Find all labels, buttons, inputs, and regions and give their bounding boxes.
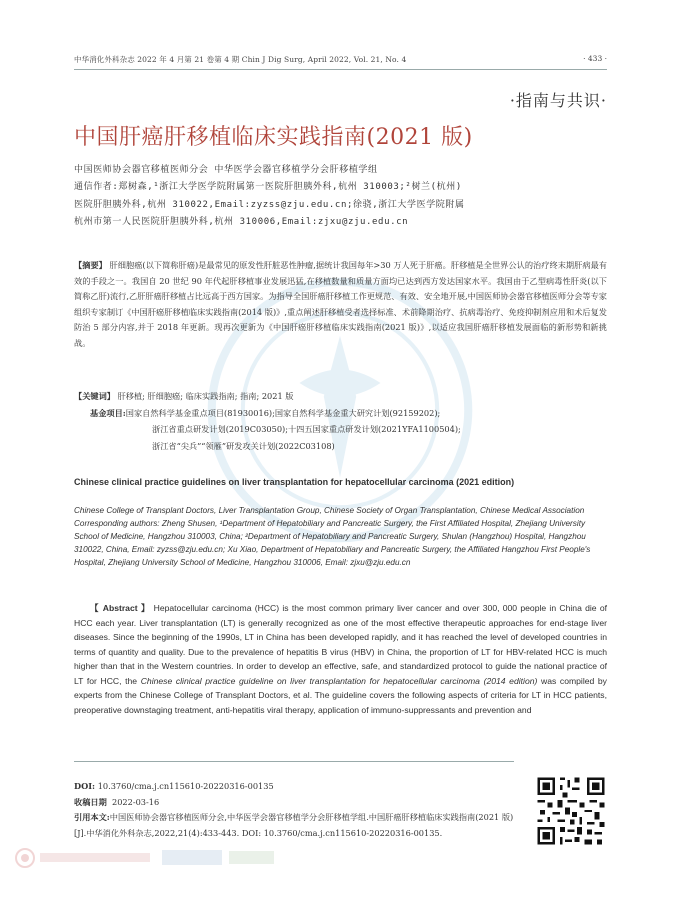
english-title: Chinese clinical practice guidelines on liver transplantation for hepatocellular carcinoma (2021 edition) — [74, 477, 515, 487]
keywords-label: 【关键词】 — [74, 391, 115, 401]
funding-line: 浙江省“尖兵”“领雁”研发攻关计划(2022C03108) — [152, 440, 335, 451]
footer-meta — [74, 779, 514, 841]
section-label: ·指南与共识· — [509, 91, 607, 110]
english-abstract-text-2: was compiled by experts from the Chinese College of Transplant Doctors, et al. The guideline covers the following aspects of criteria for LT in HCC patients, preoperative downstaging treatment, anti-hepatitis viral therapy, application of immuno-suppressants and prevention and — [74, 675, 607, 715]
running-header: 中华消化外科杂志 2022 年 4 月第 21 卷第 4 期 Chin J Dig Surg, April 2022, Vol. 21, No. 4 — [74, 55, 407, 64]
page-number: · 433 · — [583, 54, 607, 63]
footer-rule — [74, 761, 514, 762]
abstract-cn — [74, 258, 607, 352]
author-line: 杭州市第一人民医院肝胆胰外科,杭州 310006,Email:zjxu@zju.edu.cn — [74, 217, 409, 228]
doi-label: DOI: — [74, 781, 96, 791]
author-line: 通信作者:郑树森,¹浙江大学医学院附属第一医院肝胆胰外科,杭州 310003;²树兰(杭州) — [74, 182, 462, 193]
english-org: Chinese College of Transplant Doctors, Liver Transplantation Group, Chinese Society of Organ Transplantation, Chinese Medical Association — [74, 506, 585, 515]
cite-value: 中国医师协会器官移植医师分会,中华医学会器官移植学分会肝移植学组.中国肝癌肝移植临床实践指南(2021 版)[J].中华消化外科杂志,2022,21(4):433-443. DOI: 10.3760/cma.j.cn115610-20220316-00135. — [74, 812, 514, 838]
english-abstract-label: 【 Abstract 】 — [90, 603, 151, 613]
received-label: 收稿日期 — [74, 796, 107, 807]
author-block — [74, 162, 607, 232]
author-line: 中国医师协会器官移植医师分会 中华医学会器官移植学分会肝移植学组 — [74, 165, 378, 175]
received-value: 2022-03-16 — [111, 796, 160, 807]
author-line: 医院肝胆胰外科,杭州 310022,Email:zyzss@zju.edu.cn;徐骁,浙江大学医学院附属 — [74, 199, 465, 210]
doi-value[interactable]: 10.3760/cma.j.cn115610-20220316-00135 — [97, 781, 274, 791]
funding-label: 基金项目: — [90, 408, 126, 418]
funding-line: 浙江省重点研发计划(2019C03050);十四五国家重点研发计划(2021YFA1100504); — [152, 424, 461, 435]
qr-code-icon[interactable] — [535, 775, 607, 847]
english-abstract-text: Hepatocellular carcinoma (HCC) is the most common primary liver cancer and over 300, 000 people in China die of HCC each year. Liver transplantation (LT) is generally recognized as one of the most effective therapeutic approaches for end-stage liver diseases. Since the beginning of the 1990s, LT in China has been developed rapidly, and it has reached the level of developed countries in terms of quantity and quality. Due to the prevalence of hepatitis B virus (HBV) in China, the proportion of LT for HBV-related HCC is much higher than that in the Western countries. In order to develop an effective, safe, and standardized protocol to guide the national practice of LT for HCC, the — [74, 603, 608, 686]
keywords — [74, 389, 607, 405]
publisher-logo-icon — [14, 847, 304, 869]
keywords-text: 肝移植; 肝细胞癌; 临床实践指南; 指南; 2021 版 — [117, 391, 294, 401]
abstract-cn-text: 肝细胞癌(以下简称肝癌)是最常见的原发性肝脏恶性肿瘤,据统计我国每年>30 万人死于肝癌。肝移植是全世界公认的治疗终末期肝病最有效的手段之一。我国自 20 世纪 90 年代起肝移植事业发展迅猛,在移植数量和质量方面均已达到西方发达国家水平。我国由于乙型病毒性肝炎(以下简称乙肝)流行,乙肝肝癌肝移植占比远高于西方国家。为指导全国肝癌肝移植工作更规范、有效、安全地开展,中国医师协会器官移植医师分会等专家组织专家制订《中国肝癌肝移植临床实践指南(2014 版)》,重点阐述肝移植受者选择标准、术前降期治疗、抗病毒治疗、免疫抑制剂应用和术后复发防治 5 部分内容,并于 2018 年更新。现再次更新为《中国肝癌肝移植临床实践指南(2021 版)》,以适应我国肝癌肝移植发展面临的新形势和新挑战。 — [74, 260, 607, 348]
cite-label: 引用本文: — [74, 812, 110, 822]
header-rule — [74, 69, 607, 70]
funding-line: 国家自然科学基金重点项目(81930016);国家自然科学基金重大研究计划(92159202); — [125, 408, 441, 418]
english-authors — [74, 504, 607, 569]
article-title: 中国肝癌肝移植临床实践指南(2021 版) — [74, 125, 473, 150]
english-abstract — [74, 601, 607, 717]
english-abstract-italic: Chinese clinical practice guideline on liver transplantation for hepatocellular carcinoma (2014 edition) — [140, 675, 538, 686]
abstract-cn-label: 【摘要】 — [74, 260, 107, 270]
funding — [74, 405, 607, 454]
english-corresponding: Corresponding authors: Zheng Shusen, ¹Department of Hepatobiliary and Pancreatic Surgery, the First Affiliated Hospital, Zhejiang University School of Medicine, Hangzhou 310003, China; ²Department of Hepatobiliary and Pancreatic Surgery, Shulan (Hangzhou) Hospital, Hangzhou 310022, China, Email: zyzss@zju.edu.cn; Xu Xiao, Department of Hepatobiliary and Pancreatic Surgery, the Affiliated Hangzhou First People's Hospital, Zhejiang University School of Medicine, Hangzhou 310006, Email: zjxu@zju.edu.cn — [74, 519, 591, 567]
